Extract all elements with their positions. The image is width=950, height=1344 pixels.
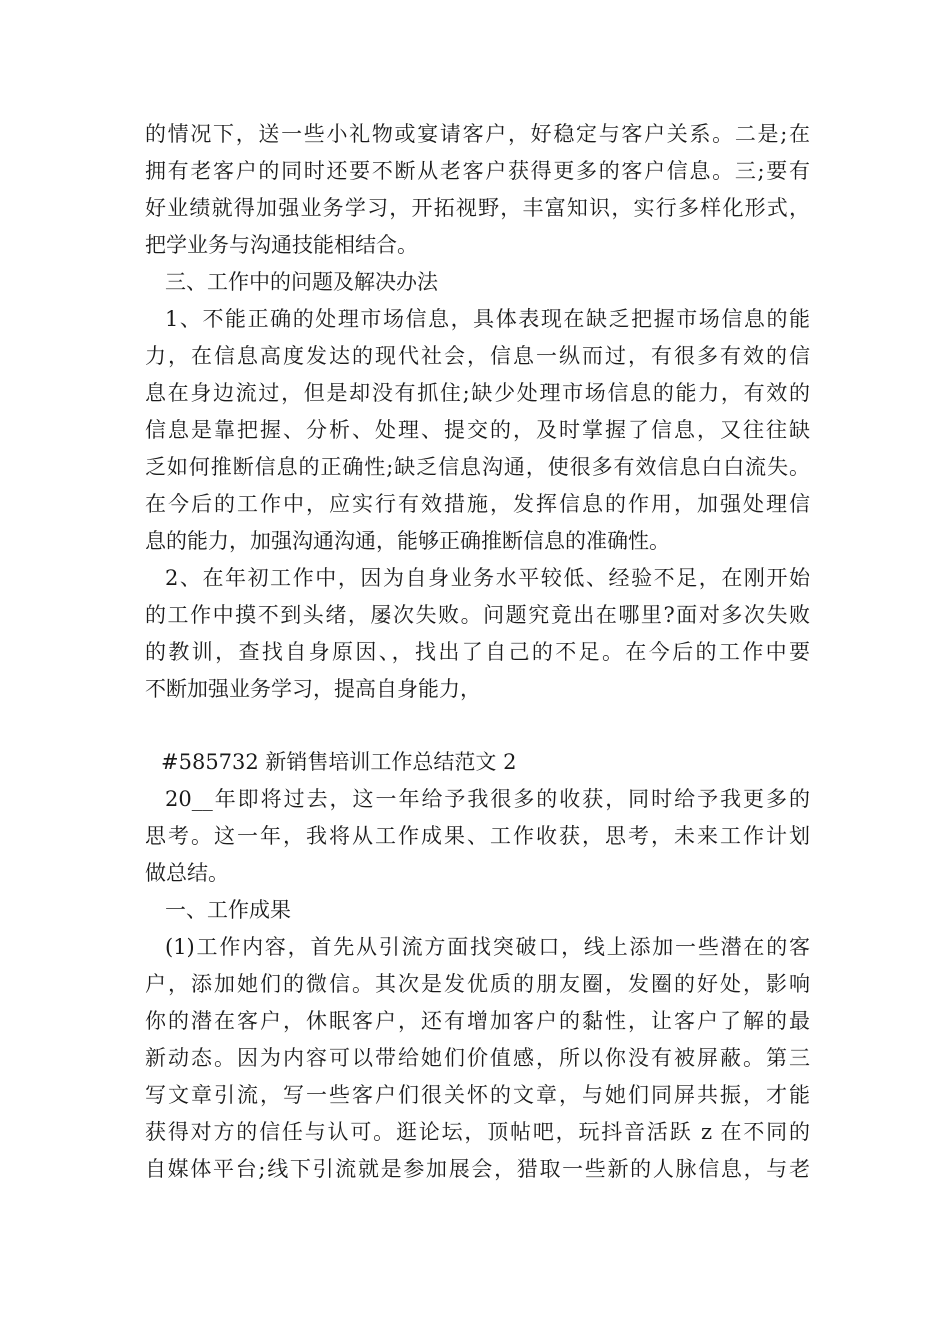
paragraph-line: 拥有老客户的同时还要不断从老客户获得更多的客户信息。三;要有 (145, 159, 810, 183)
paragraph-gap (145, 708, 810, 744)
paragraph-line: 的教训，查找自身原因、，找出了自己的不足。在今后的工作中要 (145, 640, 810, 664)
paragraph-line: 思考。这一年，我将从工作成果、工作收获，思考，未来工作计划 (145, 824, 810, 848)
paragraph-line: 你的潜在客户，休眠客户，还有增加客户的黏性，让客户了解的最 (145, 1009, 810, 1033)
paragraph-line: 20__年即将过去，这一年给予我很多的收获，同时给予我更多的 (165, 787, 810, 811)
paragraph-line: 在今后的工作中，应实行有效措施，发挥信息的作用，加强处理信 (145, 492, 810, 516)
paragraph-line: 获得对方的信任与认可。逛论坛，顶帖吧，玩抖音活跃 z 在不同的 (145, 1120, 810, 1144)
paragraph-line: 自媒体平台;线下引流就是参加展会，猎取一些新的人脉信息，与老 (145, 1157, 810, 1181)
section-heading: 三、工作中的问题及解决办法 (165, 270, 438, 294)
paragraph-line: 力，在信息高度发达的现代社会，信息一纵而过，有很多有效的信 (145, 344, 810, 368)
paragraph-line: 息在身边流过，但是却没有抓住;缺少处理市场信息的能力，有效的 (145, 381, 810, 405)
paragraph-line: 不断加强业务学习，提高自身能力， (145, 677, 481, 701)
document-page (145, 116, 810, 1188)
paragraph-line: (1)工作内容，首先从引流方面找突破口，线上添加一些潜在的客 (165, 935, 810, 959)
paragraph-line: 好业绩就得加强业务学习，开拓视野，丰富知识，实行多样化形式， (145, 196, 810, 220)
paragraph-line: 户，添加她们的微信。其次是发优质的朋友圈，发圈的好处，影响 (145, 972, 810, 996)
paragraph-line: 写文章引流，写一些客户们很关怀的文章，与她们同屏共振，才能 (145, 1083, 810, 1107)
article-title: #585732 新销售培训工作总结范文 2 (161, 750, 517, 774)
paragraph-line: 的工作中摸不到头绪，屡次失败。问题究竟出在哪里?面对多次失败 (145, 603, 810, 627)
section-heading: 一、工作成果 (165, 898, 291, 922)
paragraph-line: 的情况下，送一些小礼物或宴请客户，好稳定与客户关系。二是;在 (145, 122, 810, 146)
paragraph-line: 息的能力，加强沟通沟通，能够正确推断信息的准确性。 (145, 529, 670, 553)
paragraph-line: 做总结。 (145, 861, 229, 885)
paragraph-line: 2、在年初工作中，因为自身业务水平较低、经验不足，在刚开始 (165, 566, 810, 590)
paragraph-line: 乏如何推断信息的正确性;缺乏信息沟通，使很多有效信息白白流失。 (145, 455, 810, 479)
paragraph-line: 信息是靠把握、分析、处理、提交的，及时掌握了信息，又往往缺 (145, 418, 810, 442)
paragraph-line: 把学业务与沟通技能相结合。 (145, 233, 418, 257)
paragraph-line: 新动态。因为内容可以带给她们价值感，所以你没有被屏蔽。第三 (145, 1046, 810, 1070)
paragraph-line: 1、不能正确的处理市场信息，具体表现在缺乏把握市场信息的能 (165, 307, 810, 331)
